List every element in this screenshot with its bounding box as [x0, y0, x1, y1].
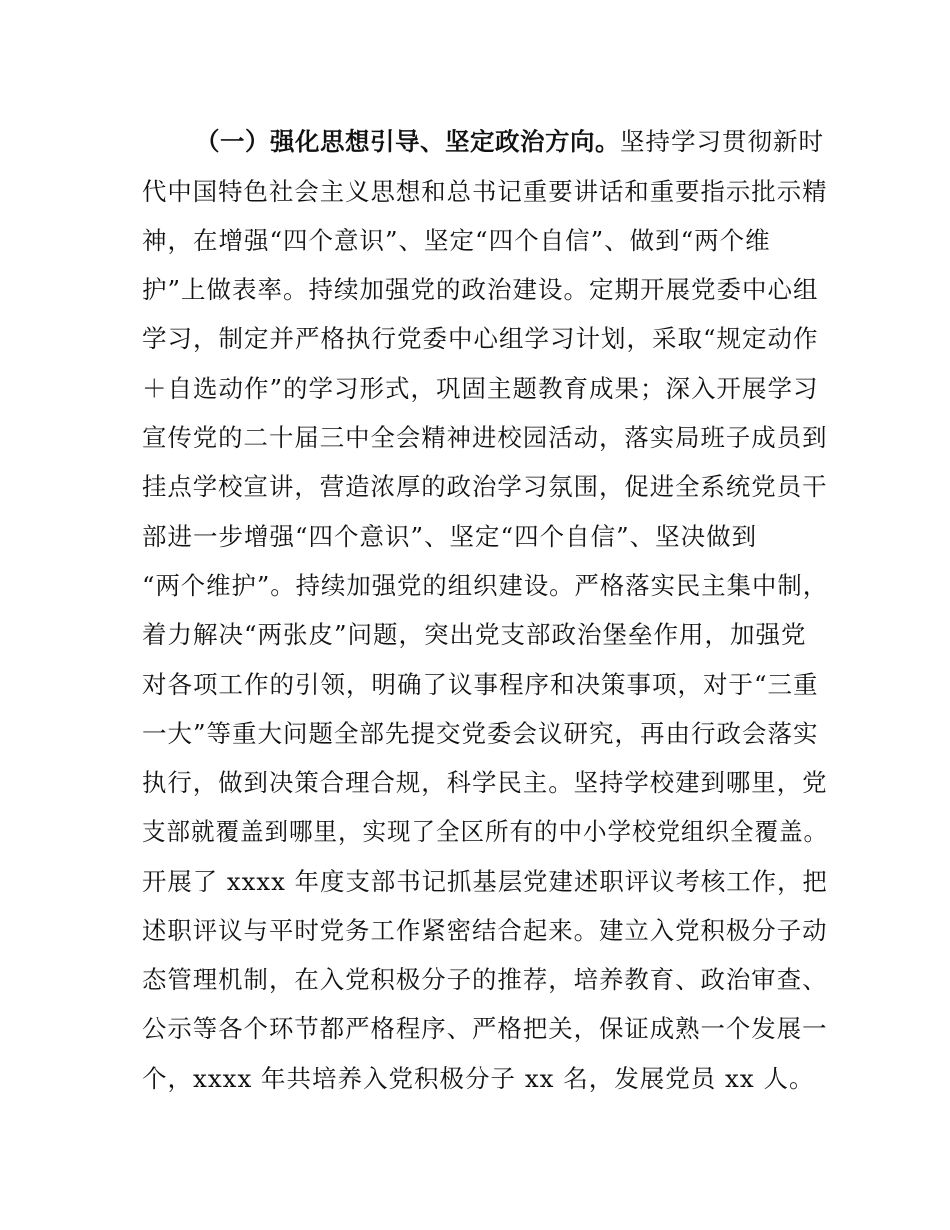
paragraph-line-11: 着力解决“两张皮”问题，突出党支部政治堡垒作用，加强党	[142, 620, 807, 649]
paragraph-line-6: ＋自选动作”的学习形式，巩固主题教育成果；深入开展学习	[142, 374, 819, 403]
paragraph-line-7: 宣传党的二十届三中全会精神进校园活动，落实局班子成员到	[142, 423, 828, 452]
paragraph-line-13: 一大”等重大问题全部先提交党委会议研究，再由行政会落实	[142, 719, 819, 748]
paragraph-line-1	[195, 127, 824, 157]
section-heading: （一）强化思想引导、坚定政治方向。	[195, 127, 620, 156]
line-text: 坚持学习贯彻新时	[620, 127, 824, 156]
paragraph-line-19: 公示等各个环节都严格程序、严格把关，保证成熟一个发展一	[142, 1014, 828, 1043]
paragraph-line-5: 学习，制定并严格执行党委中心组学习计划，采取“规定动作	[142, 324, 819, 353]
paragraph-line-12: 对各项工作的引领，明确了议事程序和决策事项，对于“三重	[142, 670, 819, 699]
paragraph-line-14: 执行，做到决策合理合规，科学民主。坚持学校建到哪里，党	[142, 768, 828, 797]
paragraph-line-2: 代中国特色社会主义思想和总书记重要讲话和重要指示批示精	[142, 177, 828, 206]
paragraph-line-16: 开展了 xxxx 年度支部书记抓基层党建述职评议考核工作，把	[142, 867, 828, 896]
paragraph-line-9: 部进一步增强“四个意识”、坚定“四个自信”、坚决做到	[142, 522, 758, 551]
paragraph-line-20: 个，xxxx 年共培养入党积极分子 xx 名，发展党员 xx 人。	[142, 1064, 815, 1093]
paragraph-line-8: 挂点学校宣讲，营造浓厚的政治学习氛围，促进全系统党员干	[142, 472, 828, 501]
paragraph-line-10: “两个维护”。持续加强党的组织建设。严格落实民主集中制，	[142, 571, 829, 600]
paragraph-line-15: 支部就覆盖到哪里，实现了全区所有的中小学校党组织全覆盖。	[142, 817, 829, 846]
paragraph-line-17: 述职评议与平时党务工作紧密结合起来。建立入党积极分子动	[142, 916, 828, 945]
paragraph-line-4: 护”上做表率。持续加强党的政治建设。定期开展党委中心组	[142, 275, 819, 304]
paragraph-line-18: 态管理机制，在入党积极分子的推荐，培养教育、政治审查、	[142, 965, 828, 994]
paragraph-line-3: 神，在增强“四个意识”、坚定“四个自信”、做到“两个维	[142, 226, 771, 255]
